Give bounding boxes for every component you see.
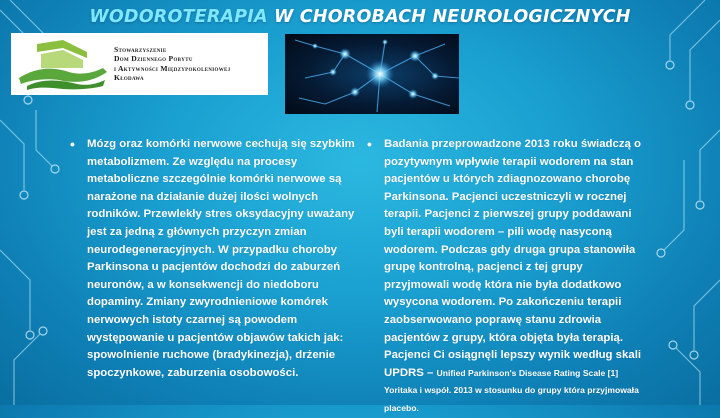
house-hands-logo-icon — [17, 38, 109, 90]
right-text-column — [367, 136, 645, 418]
citation: Unified Parkinson's Disease Rating Scale [1] Yoritaka i współ. 2013 w stosunku do grupy która przyjmowała placebo. — [384, 367, 639, 413]
logo-line-1: Stowarzyszenie — [114, 45, 167, 54]
logo-line-4: Kłodawa — [114, 73, 144, 83]
slide-title — [0, 7, 720, 27]
neuron-network-image — [285, 34, 459, 114]
title-rest: W CHOROBACH NEUROLOGICZNYCH — [267, 7, 631, 27]
right-paragraph — [367, 136, 645, 418]
bullet-icon: • — [367, 136, 372, 152]
organization-logo — [11, 33, 268, 95]
logo-line-3: i Aktywności Międzypokoleniowej — [114, 63, 231, 73]
left-paragraph: Mózg oraz komórki nerwowe cechują się szybkim metabolizmem. Ze względu na procesy metaboliczne szczególnie komórki nerwowe są narażone na działanie dużej ilości wolnych rodników. Przewlekły stres oksydacyjny uważany jest za jedną z głównych przyczyn zmian neurodegeneracyjnych. W przypadku choroby Parkinsona u pacjentów dochodzi do zaburzeń neuronów, a w konsekwencji do niedoboru dopaminy. Zmiany zwyrodnieniowe komórek nerwowych istoty czarnej są powodem występowanie u pacjentów objawów takich jak: spowolnienie ruchowe (bradykinezja), drżenie spoczynkowe, zaburzenia osobowości. — [87, 138, 355, 379]
bullet-icon: • — [70, 136, 75, 152]
title-accent: WODOROTERAPIA — [89, 7, 268, 27]
right-paragraph-text: Badania przeprowadzone 2013 roku świadczą o pozytywnym wpływie terapii wodorem na stan pacjentów u których zdiagnozowano chorobę Parkinsona. Pacjenci uczestniczyli w rocznej terapii. Pacjenci z pierwszej grupy poddawani byli terapii wodorem – pili wodę nasyconą wodorem. Podczas gdy druga grupa stanowiła grupę kontrolną, pacjenci z tej grupy przyjmowali wodę która nie była dodatkowo wysycona wodorem. Po zakończeniu terapii zaobserwowano poprawę stanu zdrowia pacjentów z grupy, która objęta była terapią. Pacjenci Ci osiągnęli lepszy wynik według skali UPDRS – — [384, 138, 642, 379]
left-text-column — [70, 136, 355, 382]
logo-line-2: Dom Dziennego Pobytu — [114, 54, 193, 64]
